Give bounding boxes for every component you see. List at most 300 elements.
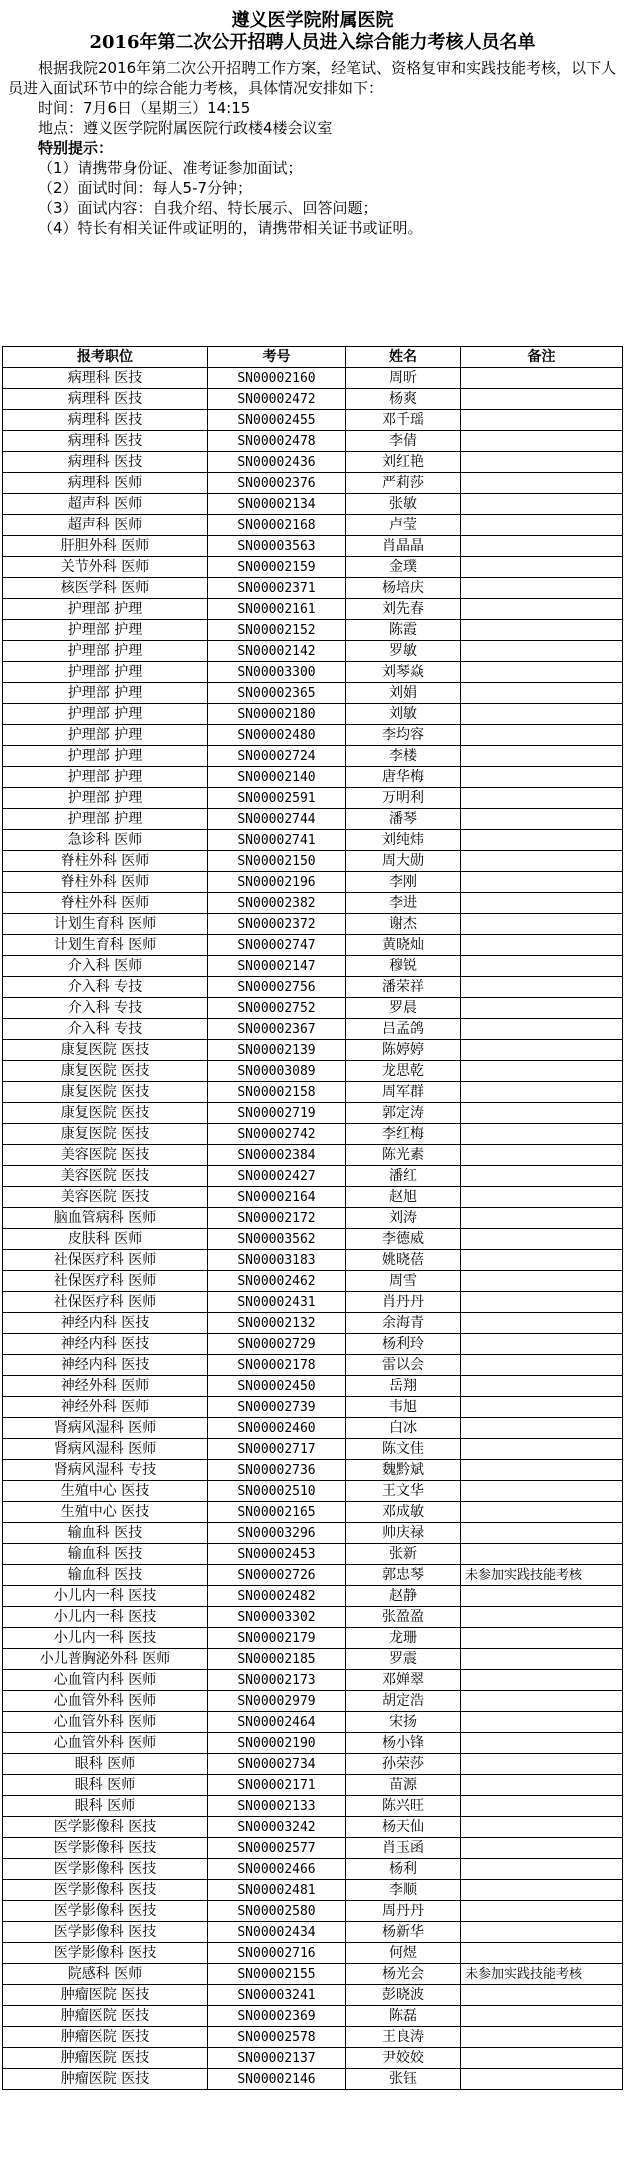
cell-position: 医学影像科 医技 bbox=[3, 1880, 208, 1901]
cell-remark bbox=[461, 1754, 623, 1775]
cell-position: 美容医院 医技 bbox=[3, 1187, 208, 1208]
cell-name: 陈文佳 bbox=[346, 1439, 461, 1460]
cell-position: 肾病风湿科 医师 bbox=[3, 1439, 208, 1460]
table-row bbox=[3, 1817, 623, 1838]
cell-remark bbox=[461, 1271, 623, 1292]
table-header-row bbox=[3, 347, 623, 368]
cell-name: 郭定涛 bbox=[346, 1103, 461, 1124]
cell-exam-id: SN00002139 bbox=[208, 1040, 346, 1061]
cell-exam-id: SN00002137 bbox=[208, 2048, 346, 2069]
cell-exam-id: SN00002165 bbox=[208, 1502, 346, 1523]
cell-exam-id: SN00002578 bbox=[208, 2027, 346, 2048]
table-row bbox=[3, 1040, 623, 1061]
cell-exam-id: SN00002472 bbox=[208, 389, 346, 410]
cell-exam-id: SN00002365 bbox=[208, 683, 346, 704]
cell-position: 脊柱外科 医师 bbox=[3, 872, 208, 893]
cell-position: 美容医院 医技 bbox=[3, 1145, 208, 1166]
cell-remark bbox=[461, 410, 623, 431]
cell-position: 神经外科 医师 bbox=[3, 1376, 208, 1397]
table-row bbox=[3, 1145, 623, 1166]
cell-position: 病理科 医技 bbox=[3, 410, 208, 431]
cell-exam-id: SN00002436 bbox=[208, 452, 346, 473]
cell-position: 康复医院 医技 bbox=[3, 1040, 208, 1061]
cell-exam-id: SN00002150 bbox=[208, 851, 346, 872]
cell-remark bbox=[461, 1796, 623, 1817]
cell-remark bbox=[461, 1712, 623, 1733]
time-line: 时间：7月6日（星期三）14:15 bbox=[38, 99, 251, 117]
cell-name: 邓成敏 bbox=[346, 1502, 461, 1523]
table-row bbox=[3, 1292, 623, 1313]
cell-name: 李倩 bbox=[346, 431, 461, 452]
cell-name: 唐华梅 bbox=[346, 767, 461, 788]
cell-name: 郭忠琴 bbox=[346, 1565, 461, 1586]
cell-exam-id: SN00002716 bbox=[208, 1943, 346, 1964]
cell-exam-id: SN00002376 bbox=[208, 473, 346, 494]
table-row bbox=[3, 1544, 623, 1565]
cell-name: 张钰 bbox=[346, 2069, 461, 2090]
cell-exam-id: SN00002742 bbox=[208, 1124, 346, 1145]
cell-name: 王文华 bbox=[346, 1481, 461, 1502]
cell-exam-id: SN00002455 bbox=[208, 410, 346, 431]
cell-remark bbox=[461, 662, 623, 683]
cell-position: 护理部 护理 bbox=[3, 788, 208, 809]
cell-remark bbox=[461, 1481, 623, 1502]
notice-title: 特别提示： bbox=[38, 139, 114, 157]
table-row bbox=[3, 1124, 623, 1145]
cell-exam-id: SN00002164 bbox=[208, 1187, 346, 1208]
cell-position: 眼科 医师 bbox=[3, 1775, 208, 1796]
cell-name: 卢莹 bbox=[346, 515, 461, 536]
cell-name: 罗敏 bbox=[346, 641, 461, 662]
cell-exam-id: SN00002756 bbox=[208, 977, 346, 998]
cell-position: 护理部 护理 bbox=[3, 767, 208, 788]
cell-remark bbox=[461, 1061, 623, 1082]
document-subtitle: 2016年第二次公开招聘人员进入综合能力考核人员名单 bbox=[89, 32, 536, 53]
cell-remark bbox=[461, 494, 623, 515]
table-row bbox=[3, 431, 623, 452]
cell-remark bbox=[461, 1544, 623, 1565]
cell-exam-id: SN00002159 bbox=[208, 557, 346, 578]
cell-remark: 未参加实践技能考核 bbox=[461, 1964, 623, 1985]
cell-position: 医学影像科 医技 bbox=[3, 1943, 208, 1964]
cell-remark bbox=[461, 746, 623, 767]
cell-name: 尹姣姣 bbox=[346, 2048, 461, 2069]
cell-name: 陈霞 bbox=[346, 620, 461, 641]
cell-remark bbox=[461, 1838, 623, 1859]
table-row bbox=[3, 410, 623, 431]
cell-exam-id: SN00002431 bbox=[208, 1292, 346, 1313]
cell-name: 严莉莎 bbox=[346, 473, 461, 494]
cell-remark bbox=[461, 1943, 623, 1964]
cell-remark bbox=[461, 977, 623, 998]
cell-position: 美容医院 医技 bbox=[3, 1166, 208, 1187]
cell-name: 刘琴焱 bbox=[346, 662, 461, 683]
cell-name: 赵旭 bbox=[346, 1187, 461, 1208]
cell-name: 李楼 bbox=[346, 746, 461, 767]
table-row bbox=[3, 1313, 623, 1334]
cell-name: 金璞 bbox=[346, 557, 461, 578]
table-body bbox=[3, 368, 623, 2090]
cell-name: 白冰 bbox=[346, 1418, 461, 1439]
cell-remark bbox=[461, 914, 623, 935]
cell-position: 心血管内科 医师 bbox=[3, 1670, 208, 1691]
cell-remark bbox=[461, 1607, 623, 1628]
cell-position: 护理部 护理 bbox=[3, 809, 208, 830]
cell-position: 心血管外科 医师 bbox=[3, 1712, 208, 1733]
cell-position: 神经内科 医技 bbox=[3, 1313, 208, 1334]
table-row bbox=[3, 1796, 623, 1817]
cell-name: 胡定浩 bbox=[346, 1691, 461, 1712]
cell-exam-id: SN00002155 bbox=[208, 1964, 346, 1985]
cell-name: 罗晨 bbox=[346, 998, 461, 1019]
cell-position: 神经内科 医技 bbox=[3, 1355, 208, 1376]
cell-exam-id: SN00002382 bbox=[208, 893, 346, 914]
notice-item: （2）面试时间：每人5-7分钟； bbox=[38, 179, 253, 197]
table-row bbox=[3, 746, 623, 767]
cell-remark bbox=[461, 473, 623, 494]
cell-remark: 未参加实践技能考核 bbox=[461, 1565, 623, 1586]
cell-name: 杨爽 bbox=[346, 389, 461, 410]
cell-exam-id: SN00002752 bbox=[208, 998, 346, 1019]
cell-position: 输血科 医技 bbox=[3, 1523, 208, 1544]
cell-position: 肿瘤医院 医技 bbox=[3, 2027, 208, 2048]
cell-name: 万明利 bbox=[346, 788, 461, 809]
cell-exam-id: SN00002747 bbox=[208, 935, 346, 956]
cell-name: 杨小锋 bbox=[346, 1733, 461, 1754]
place-line: 地点：遵义医学院附属医院行政楼4楼会议室 bbox=[38, 119, 333, 137]
table-row bbox=[3, 1208, 623, 1229]
cell-position: 小儿普胸泌外科 医师 bbox=[3, 1649, 208, 1670]
cell-name: 陈光素 bbox=[346, 1145, 461, 1166]
cell-name: 何煜 bbox=[346, 1943, 461, 1964]
cell-exam-id: SN00002372 bbox=[208, 914, 346, 935]
cell-remark bbox=[461, 809, 623, 830]
table-row bbox=[3, 1271, 623, 1292]
cell-name: 龙珊 bbox=[346, 1628, 461, 1649]
cell-remark bbox=[461, 1817, 623, 1838]
cell-remark bbox=[461, 998, 623, 1019]
cell-remark bbox=[461, 1334, 623, 1355]
cell-position: 肾病风湿科 医师 bbox=[3, 1418, 208, 1439]
cell-name: 穆锐 bbox=[346, 956, 461, 977]
cell-exam-id: SN00002147 bbox=[208, 956, 346, 977]
cell-remark bbox=[461, 2069, 623, 2090]
cell-remark bbox=[461, 1040, 623, 1061]
cell-position: 生殖中心 医技 bbox=[3, 1502, 208, 1523]
cell-remark bbox=[461, 1313, 623, 1334]
table-row bbox=[3, 2006, 623, 2027]
cell-position: 护理部 护理 bbox=[3, 704, 208, 725]
cell-name: 余海青 bbox=[346, 1313, 461, 1334]
cell-position: 肿瘤医院 医技 bbox=[3, 2069, 208, 2090]
table-row bbox=[3, 914, 623, 935]
table-row bbox=[3, 1901, 623, 1922]
table-row bbox=[3, 599, 623, 620]
cell-exam-id: SN00002726 bbox=[208, 1565, 346, 1586]
cell-position: 计划生育科 医师 bbox=[3, 914, 208, 935]
table-row bbox=[3, 809, 623, 830]
intro-paragraph: 根据我院2016年第二次公开招聘工作方案，经笔试、资格复审和实践技能考核，以下人员进入面试环节中的综合能力考核，具体情况安排如下： bbox=[8, 59, 617, 97]
cell-position: 社保医疗科 医师 bbox=[3, 1250, 208, 1271]
cell-exam-id: SN00002133 bbox=[208, 1796, 346, 1817]
cell-position: 心血管外科 医师 bbox=[3, 1691, 208, 1712]
cell-name: 李德威 bbox=[346, 1229, 461, 1250]
cell-remark bbox=[461, 1145, 623, 1166]
table-row bbox=[3, 1229, 623, 1250]
cell-position: 医学影像科 医技 bbox=[3, 1817, 208, 1838]
cell-name: 李进 bbox=[346, 893, 461, 914]
cell-remark bbox=[461, 1733, 623, 1754]
cell-name: 帅庆禄 bbox=[346, 1523, 461, 1544]
cell-remark bbox=[461, 956, 623, 977]
cell-exam-id: SN00002152 bbox=[208, 620, 346, 641]
cell-position: 护理部 护理 bbox=[3, 683, 208, 704]
cell-remark bbox=[461, 1166, 623, 1187]
cell-exam-id: SN00002478 bbox=[208, 431, 346, 452]
cell-exam-id: SN00003563 bbox=[208, 536, 346, 557]
cell-exam-id: SN00002464 bbox=[208, 1712, 346, 1733]
table-row bbox=[3, 1964, 623, 1985]
table-row bbox=[3, 1985, 623, 2006]
cell-position: 计划生育科 医师 bbox=[3, 935, 208, 956]
table-row bbox=[3, 1838, 623, 1859]
cell-exam-id: SN00003562 bbox=[208, 1229, 346, 1250]
cell-exam-id: SN00002741 bbox=[208, 830, 346, 851]
table-row bbox=[3, 1502, 623, 1523]
cell-position: 肿瘤医院 医技 bbox=[3, 2006, 208, 2027]
cell-name: 张新 bbox=[346, 1544, 461, 1565]
cell-position: 肾病风湿科 专技 bbox=[3, 1460, 208, 1481]
cell-exam-id: SN00002453 bbox=[208, 1544, 346, 1565]
cell-remark bbox=[461, 1628, 623, 1649]
cell-position: 核医学科 医师 bbox=[3, 578, 208, 599]
document-header bbox=[0, 0, 625, 238]
table-row bbox=[3, 788, 623, 809]
cell-exam-id: SN00003242 bbox=[208, 1817, 346, 1838]
cell-exam-id: SN00002744 bbox=[208, 809, 346, 830]
cell-position: 病理科 医技 bbox=[3, 389, 208, 410]
cell-remark bbox=[461, 1355, 623, 1376]
table-row bbox=[3, 620, 623, 641]
cell-name: 宋扬 bbox=[346, 1712, 461, 1733]
cell-name: 周丹丹 bbox=[346, 1901, 461, 1922]
cell-remark bbox=[461, 1019, 623, 1040]
cell-remark bbox=[461, 1376, 623, 1397]
cell-remark bbox=[461, 1901, 623, 1922]
table-row bbox=[3, 641, 623, 662]
cell-name: 陈婷婷 bbox=[346, 1040, 461, 1061]
table-row bbox=[3, 1334, 623, 1355]
cell-position: 病理科 医师 bbox=[3, 473, 208, 494]
table-row bbox=[3, 1712, 623, 1733]
table-row bbox=[3, 1418, 623, 1439]
cell-position: 肿瘤医院 医技 bbox=[3, 2048, 208, 2069]
cell-remark bbox=[461, 935, 623, 956]
cell-remark bbox=[461, 389, 623, 410]
cell-exam-id: SN00002460 bbox=[208, 1418, 346, 1439]
cell-exam-id: SN00002434 bbox=[208, 1922, 346, 1943]
cell-exam-id: SN00002481 bbox=[208, 1880, 346, 1901]
cell-position: 康复医院 医技 bbox=[3, 1082, 208, 1103]
cell-exam-id: SN00002729 bbox=[208, 1334, 346, 1355]
cell-name: 杨光会 bbox=[346, 1964, 461, 1985]
cell-exam-id: SN00003241 bbox=[208, 1985, 346, 2006]
cell-position: 小儿内一科 医技 bbox=[3, 1607, 208, 1628]
cell-remark bbox=[461, 725, 623, 746]
cell-name: 杨利 bbox=[346, 1859, 461, 1880]
cell-exam-id: SN00002160 bbox=[208, 368, 346, 389]
table-row bbox=[3, 1166, 623, 1187]
cell-name: 陈磊 bbox=[346, 2006, 461, 2027]
cell-position: 小儿内一科 医技 bbox=[3, 1628, 208, 1649]
cell-name: 张盈盈 bbox=[346, 1607, 461, 1628]
cell-position: 超声科 医师 bbox=[3, 515, 208, 536]
table-row bbox=[3, 2027, 623, 2048]
table-row bbox=[3, 998, 623, 1019]
cell-position: 医学影像科 医技 bbox=[3, 1838, 208, 1859]
table-row bbox=[3, 452, 623, 473]
table-row bbox=[3, 1754, 623, 1775]
table-row bbox=[3, 1628, 623, 1649]
table-row bbox=[3, 1691, 623, 1712]
cell-name: 邓千瑶 bbox=[346, 410, 461, 431]
cell-remark bbox=[461, 1649, 623, 1670]
cell-position: 输血科 医技 bbox=[3, 1565, 208, 1586]
cell-remark bbox=[461, 2006, 623, 2027]
cell-position: 神经内科 医技 bbox=[3, 1334, 208, 1355]
cell-position: 社保医疗科 医师 bbox=[3, 1292, 208, 1313]
header-exam-id: 考号 bbox=[208, 347, 346, 368]
notice-item: （4）特长有相关证件或证明的，请携带相关证书或证明。 bbox=[38, 219, 423, 237]
cell-remark bbox=[461, 1859, 623, 1880]
cell-name: 刘涛 bbox=[346, 1208, 461, 1229]
cell-position: 输血科 医技 bbox=[3, 1544, 208, 1565]
table-row bbox=[3, 2069, 623, 2090]
cell-exam-id: SN00002717 bbox=[208, 1439, 346, 1460]
cell-name: 魏黔斌 bbox=[346, 1460, 461, 1481]
notice-item: （3）面试内容：自我介绍、特长展示、回答问题； bbox=[38, 199, 378, 217]
document-title: 遵义医学院附属医院 bbox=[231, 10, 394, 31]
cell-exam-id: SN00003183 bbox=[208, 1250, 346, 1271]
cell-remark bbox=[461, 515, 623, 536]
table-row bbox=[3, 389, 623, 410]
table-row bbox=[3, 1439, 623, 1460]
table-row bbox=[3, 1607, 623, 1628]
cell-position: 脊柱外科 医师 bbox=[3, 893, 208, 914]
cell-exam-id: SN00002739 bbox=[208, 1397, 346, 1418]
cell-position: 关节外科 医师 bbox=[3, 557, 208, 578]
cell-remark bbox=[461, 788, 623, 809]
cell-name: 谢杰 bbox=[346, 914, 461, 935]
cell-name: 岳翔 bbox=[346, 1376, 461, 1397]
cell-remark bbox=[461, 1103, 623, 1124]
table-row bbox=[3, 473, 623, 494]
cell-position: 肝胆外科 医师 bbox=[3, 536, 208, 557]
cell-name: 雷以会 bbox=[346, 1355, 461, 1376]
cell-name: 刘纯炜 bbox=[346, 830, 461, 851]
table-row bbox=[3, 1880, 623, 1901]
cell-remark bbox=[461, 1775, 623, 1796]
cell-name: 刘娟 bbox=[346, 683, 461, 704]
cell-remark bbox=[461, 452, 623, 473]
cell-exam-id: SN00002577 bbox=[208, 1838, 346, 1859]
cell-exam-id: SN00002591 bbox=[208, 788, 346, 809]
table-row bbox=[3, 578, 623, 599]
cell-name: 肖晶晶 bbox=[346, 536, 461, 557]
cell-name: 李红梅 bbox=[346, 1124, 461, 1145]
cell-remark bbox=[461, 431, 623, 452]
table-row bbox=[3, 1355, 623, 1376]
cell-position: 社保医疗科 医师 bbox=[3, 1271, 208, 1292]
cell-remark bbox=[461, 1670, 623, 1691]
cell-exam-id: SN00002134 bbox=[208, 494, 346, 515]
cell-exam-id: SN00002173 bbox=[208, 1670, 346, 1691]
cell-name: 杨新华 bbox=[346, 1922, 461, 1943]
cell-position: 康复医院 医技 bbox=[3, 1103, 208, 1124]
header-name: 姓名 bbox=[346, 347, 461, 368]
cell-name: 韦旭 bbox=[346, 1397, 461, 1418]
table-row bbox=[3, 1019, 623, 1040]
cell-name: 李均容 bbox=[346, 725, 461, 746]
table-row bbox=[3, 1187, 623, 1208]
cell-position: 医学影像科 医技 bbox=[3, 1859, 208, 1880]
cell-position: 护理部 护理 bbox=[3, 662, 208, 683]
cell-position: 病理科 医技 bbox=[3, 431, 208, 452]
cell-name: 潘琴 bbox=[346, 809, 461, 830]
cell-remark bbox=[461, 557, 623, 578]
cell-name: 刘敏 bbox=[346, 704, 461, 725]
table-row bbox=[3, 494, 623, 515]
cell-position: 急诊科 医师 bbox=[3, 830, 208, 851]
cell-exam-id: SN00003300 bbox=[208, 662, 346, 683]
cell-name: 潘荣祥 bbox=[346, 977, 461, 998]
cell-exam-id: SN00002724 bbox=[208, 746, 346, 767]
cell-exam-id: SN00002168 bbox=[208, 515, 346, 536]
cell-remark bbox=[461, 1250, 623, 1271]
cell-remark bbox=[461, 1502, 623, 1523]
cell-position: 心血管外科 医师 bbox=[3, 1733, 208, 1754]
cell-exam-id: SN00002736 bbox=[208, 1460, 346, 1481]
cell-position: 生殖中心 医技 bbox=[3, 1481, 208, 1502]
cell-exam-id: SN00002190 bbox=[208, 1733, 346, 1754]
cell-remark bbox=[461, 620, 623, 641]
table-row bbox=[3, 1082, 623, 1103]
cell-remark bbox=[461, 2027, 623, 2048]
table-row bbox=[3, 1649, 623, 1670]
cell-position: 肿瘤医院 医技 bbox=[3, 1985, 208, 2006]
cell-remark bbox=[461, 1922, 623, 1943]
cell-exam-id: SN00002466 bbox=[208, 1859, 346, 1880]
cell-position: 护理部 护理 bbox=[3, 725, 208, 746]
cell-exam-id: SN00002180 bbox=[208, 704, 346, 725]
table-row bbox=[3, 977, 623, 998]
cell-name: 龙思乾 bbox=[346, 1061, 461, 1082]
cell-exam-id: SN00002196 bbox=[208, 872, 346, 893]
cell-position: 脑血管病科 医师 bbox=[3, 1208, 208, 1229]
cell-remark bbox=[461, 872, 623, 893]
cell-remark bbox=[461, 368, 623, 389]
cell-position: 超声科 医师 bbox=[3, 494, 208, 515]
cell-position: 神经外科 医师 bbox=[3, 1397, 208, 1418]
table-row bbox=[3, 851, 623, 872]
header-remark: 备注 bbox=[461, 347, 623, 368]
cell-name: 刘先春 bbox=[346, 599, 461, 620]
cell-name: 陈兴旺 bbox=[346, 1796, 461, 1817]
cell-name: 黄晓灿 bbox=[346, 935, 461, 956]
cell-position: 院感科 医师 bbox=[3, 1964, 208, 1985]
cell-exam-id: SN00002450 bbox=[208, 1376, 346, 1397]
table-row bbox=[3, 956, 623, 977]
